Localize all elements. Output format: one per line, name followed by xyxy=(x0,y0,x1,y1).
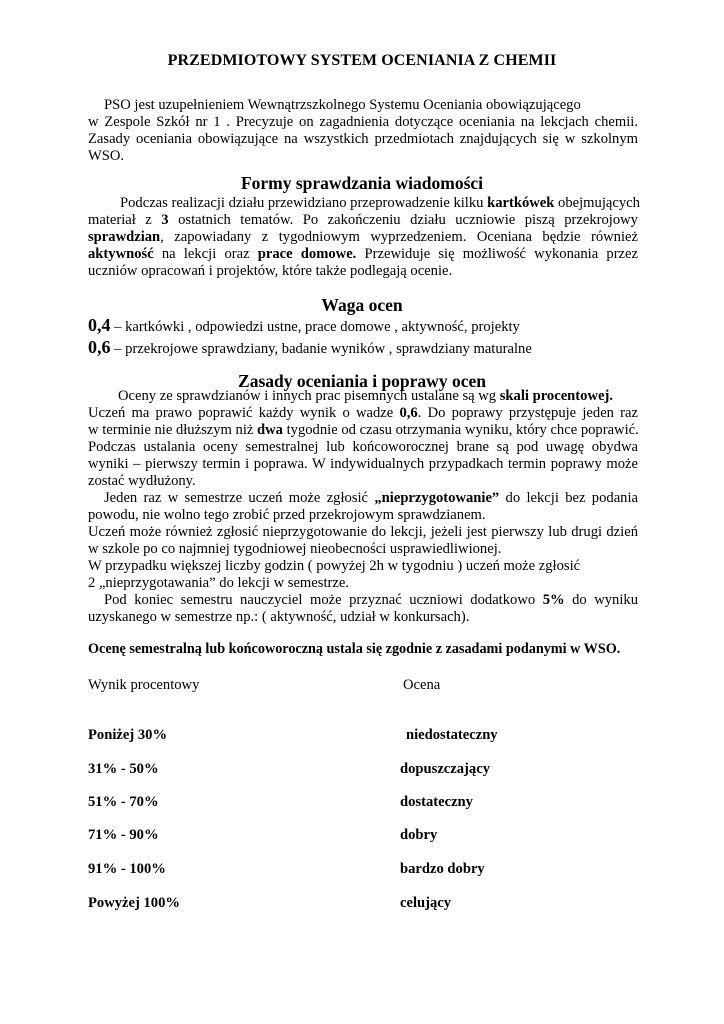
row-range: 31% - 50% xyxy=(88,761,159,777)
weight-description: – przekrojowe sprawdziany, badanie wyników , sprawdziany maturalne xyxy=(110,341,532,357)
rules-line: 2 „nieprzygotawania” do lekcji w semestrze. xyxy=(88,575,349,591)
section-heading-weights: Waga ocen xyxy=(321,295,403,315)
weight-value: 0,4 xyxy=(88,315,111,335)
rules-line: w terminie nie dłuższym niż dwa tygodnie od czasu otrzymania wyniku, który chce poprawić. xyxy=(88,422,639,438)
rules-paragraph xyxy=(88,388,638,626)
table-header-grade: Ocena xyxy=(403,677,441,693)
section-heading-rules: Zasady oceniania i poprawy ocen xyxy=(238,371,486,391)
row-range: 91% - 100% xyxy=(88,861,166,877)
rules-line: zostać wydłużony. xyxy=(88,473,196,489)
rules-line: Podczas ustalania oceny semestralnej lub końcoworocznej brane są pod uwagę obydwa xyxy=(88,439,638,455)
summary-statement: Ocenę semestralną lub końcoworoczną ustala się zgodnie z zasadami podanymi w WSO. xyxy=(88,641,621,657)
row-range: Powyżej 100% xyxy=(88,895,180,911)
row-grade: dostateczny xyxy=(400,794,473,810)
rules-line: Pod koniec semestru nauczyciel może przyznać uczniowi dodatkowo 5% do wyniku xyxy=(104,592,639,608)
row-grade: dobry xyxy=(400,827,438,843)
weight-item xyxy=(88,336,638,358)
forms-line: uczniów opracowań i projektów, które także podlegają ocenie. xyxy=(88,263,453,279)
rules-line: Oceny ze sprawdzianów i innych prac pisemnych ustalane są wg skali procentowej. xyxy=(118,388,613,404)
row-grade: dopuszczający xyxy=(400,761,490,777)
table-header-percent: Wynik procentowy xyxy=(88,677,200,693)
page-title: PRZEDMIOTOWY SYSTEM OCENIANIA Z CHEMII xyxy=(167,52,557,69)
weight-description: – kartkówki , odpowiedzi ustne, prace domowe , aktywność, projekty xyxy=(110,319,520,335)
intro-line: w Zespole Szkół nr 1 . Precyzuje on zagadnienia dotyczące oceniania na lekcjach chemii. xyxy=(88,114,638,130)
rules-line: Uczeń może również zgłosić nieprzygotowanie do lekcji, jeżeli jest pierwszy lub drugi dzień xyxy=(88,524,638,540)
intro-line: PSO jest uzupełnieniem Wewnątrzszkolnego Systemu Oceniania obowiązującego xyxy=(104,97,581,113)
rules-line: Uczeń ma prawo poprawić każdy wynik o wadze 0,6. Do poprawy przystępuje jeden raz xyxy=(88,405,638,421)
weight-value: 0,6 xyxy=(88,337,111,357)
section-heading-forms: Formy sprawdzania wiadomości xyxy=(240,173,484,193)
weight-item xyxy=(88,314,638,336)
rules-line: wyniki – pierwszy termin i poprawa. W indywidualnych przypadkach termin poprawy może xyxy=(88,456,638,472)
row-grade: niedostateczny xyxy=(406,727,498,743)
forms-paragraph xyxy=(88,195,638,280)
row-range: Poniżej 30% xyxy=(88,727,168,743)
rules-line: Jeden raz w semestrze uczeń może zgłosić „nieprzygotowanie” do lekcji bez podania xyxy=(104,490,638,506)
rules-line: w szkole po co najmniej tygodniowej nieobecności usprawiedliwionej. xyxy=(88,541,502,557)
forms-line: materiał z 3 ostatnich tematów. Po zakończeniu działu uczniowie piszą przekrojowy xyxy=(88,212,638,228)
intro-line: Zasady oceniania obowiązujące na wszystkich przedmiotach znajdujących się w szkolnym xyxy=(88,131,638,147)
rules-line: powodu, nie wolno tego zrobić przed przekrojowym sprawdzianem. xyxy=(88,507,486,523)
intro-line: WSO. xyxy=(88,148,125,164)
row-range: 71% - 90% xyxy=(88,827,159,843)
rules-line: uzyskanego w semestrze np.: ( aktywność, udział w konkursach). xyxy=(88,609,470,625)
forms-line: aktywność na lekcji oraz prace domowe. Przewiduje się możliwość wykonania przez xyxy=(88,246,638,262)
forms-line: sprawdzian, zapowiadany z tygodniowym wyprzedzeniem. Oceniana będzie również xyxy=(88,229,638,245)
intro-paragraph xyxy=(88,97,638,165)
row-range: 51% - 70% xyxy=(88,794,159,810)
row-grade: bardzo dobry xyxy=(400,861,485,877)
weights-list xyxy=(88,314,638,358)
rules-line: W przypadku większej liczby godzin ( powyżej 2h w tygodniu ) uczeń może zgłosić xyxy=(88,558,581,574)
row-grade: celujący xyxy=(400,895,452,911)
forms-line: Podczas realizacji działu przewidziano przeprowadzenie kilku kartkówek obejmujących xyxy=(120,195,640,211)
